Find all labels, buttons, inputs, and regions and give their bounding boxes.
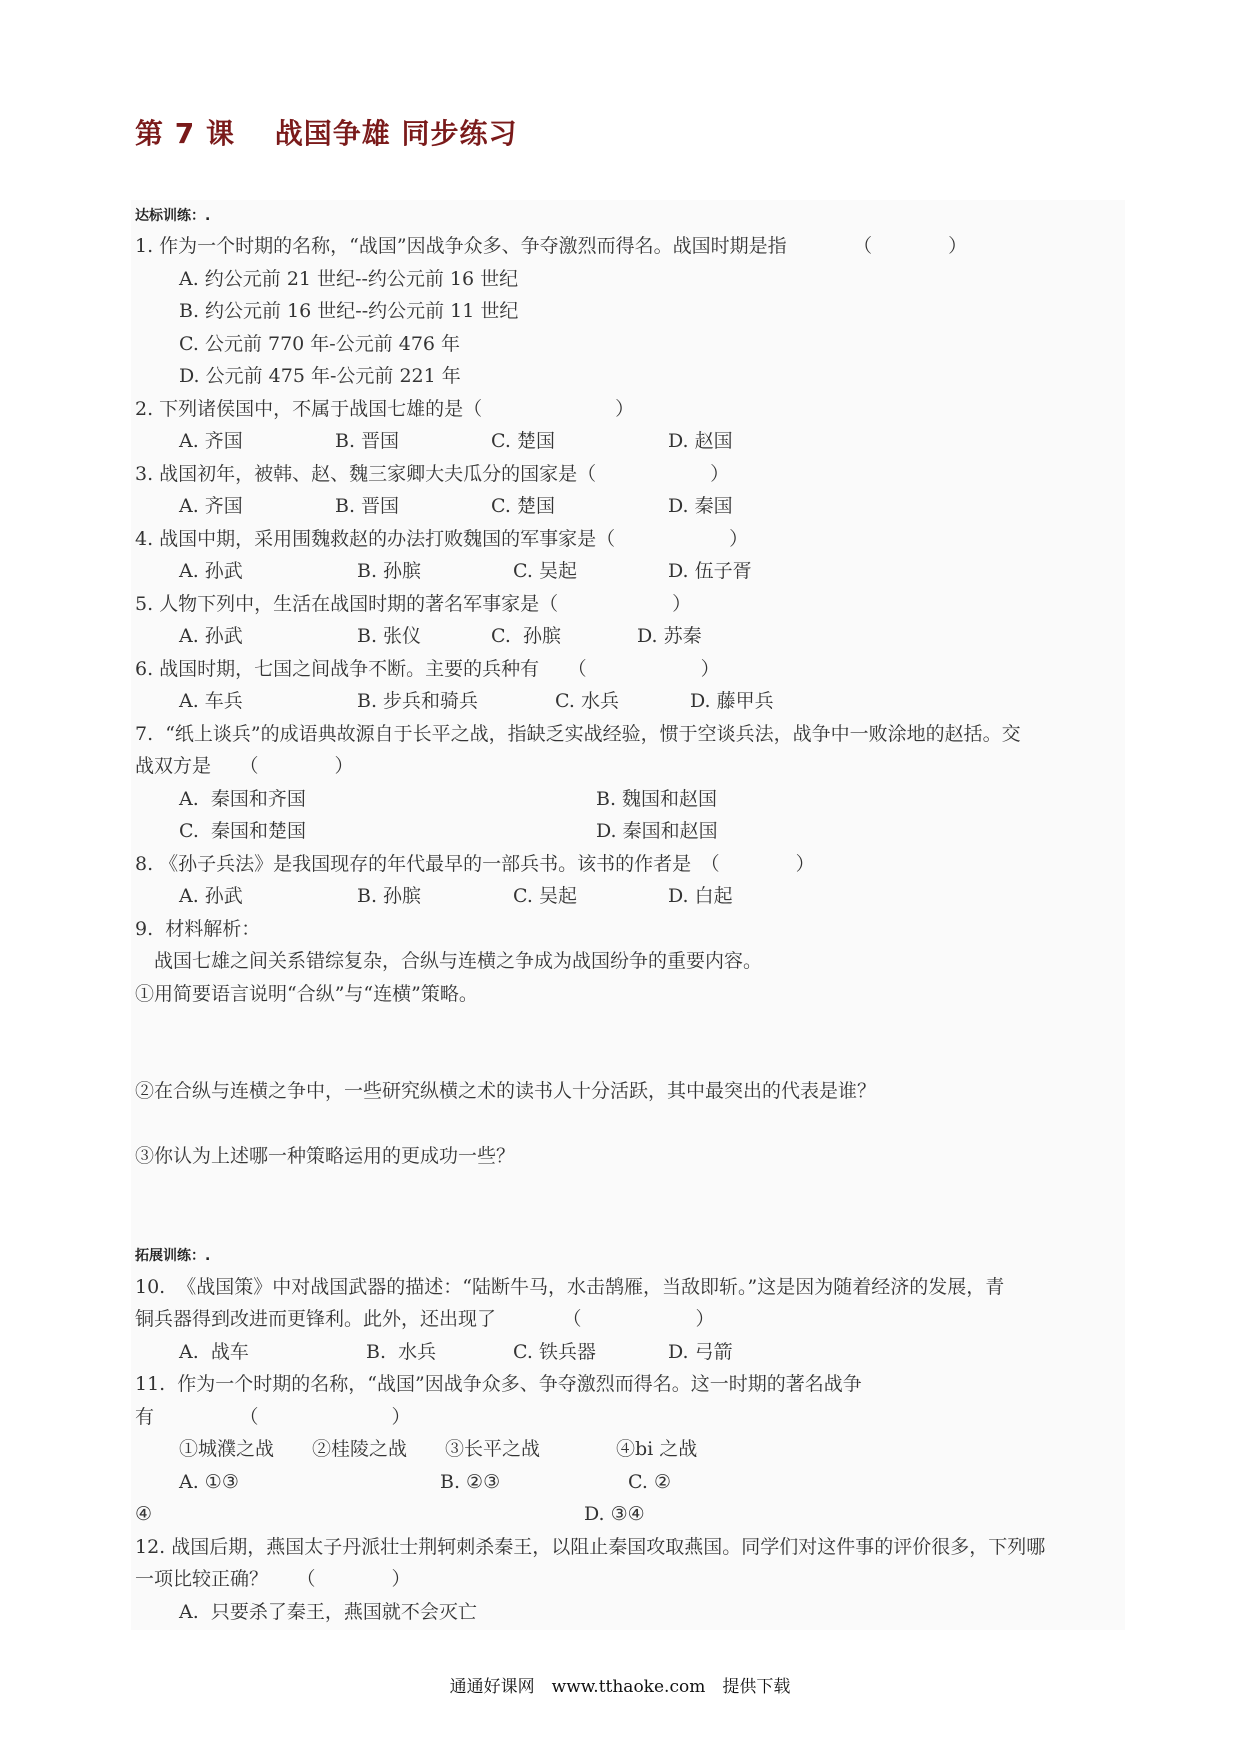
question-3-option-c: C. 楚国 <box>491 495 555 517</box>
question-11-option-c: C. ② <box>628 1471 671 1493</box>
question-11-option-d: D. ③④ <box>584 1503 645 1525</box>
question-2-option-d: D. 赵国 <box>668 430 733 452</box>
section-heading-basic: 达标训练：. <box>135 208 211 224</box>
question-8-option-d: D. 白起 <box>668 885 733 907</box>
question-5-option-a: A. 孙武 <box>179 625 243 647</box>
question-2: 2. 下列诸侯国中，不属于战国七雄的是（ ） <box>135 398 635 420</box>
question-12-option-a: A. 只要杀了秦王，燕国就不会灭亡 <box>179 1601 477 1623</box>
question-2-option-b: B. 晋国 <box>335 430 400 452</box>
question-10-option-a: A. 战车 <box>179 1341 249 1363</box>
question-4-option-b: B. 孙膑 <box>357 560 422 582</box>
question-1-option-a: A. 约公元前 21 世纪--约公元前 16 世纪 <box>179 268 519 290</box>
question-8-option-c: C. 吴起 <box>513 885 577 907</box>
question-5-option-b: B. 张仪 <box>357 625 422 647</box>
question-10-line-2: 铜兵器得到改进而更锋利。此外，还出现了 （ ） <box>135 1308 715 1330</box>
question-7-line-2: 战双方是 （ ） <box>135 755 354 777</box>
question-3-option-a: A. 齐国 <box>179 495 243 517</box>
question-10-line-1: 10. 《战国策》中对战国武器的描述：“陆断牛马，水击鹄雁，当敌即斩。”这是因为随着经济的发展，青 <box>135 1276 1005 1298</box>
question-10-option-b: B. 水兵 <box>366 1341 437 1363</box>
question-12-line-2: 一项比较正确？ （ ） <box>135 1568 411 1590</box>
question-8-option-a: A. 孙武 <box>179 885 243 907</box>
question-10-option-c: C. 铁兵器 <box>513 1341 596 1363</box>
question-5-option-d: D. 苏秦 <box>637 625 702 647</box>
question-9: 9. 材料解析： <box>135 918 261 940</box>
question-11-option-c-continued: ④ <box>135 1503 153 1525</box>
question-7-option-b: B. 魏国和赵国 <box>596 788 718 810</box>
question-11-items: ①城濮之战 ②桂陵之战 ③长平之战 ④bi 之战 <box>179 1438 698 1460</box>
question-7-option-a: A. 秦国和齐国 <box>179 788 306 810</box>
question-4: 4. 战国中期，采用围魏救赵的办法打败魏国的军事家是（ ） <box>135 528 749 550</box>
question-9-sub-1: ①用简要语言说明“合纵”与“连横”策略。 <box>135 983 478 1005</box>
question-4-option-a: A. 孙武 <box>179 560 243 582</box>
question-8-option-b: B. 孙膑 <box>357 885 422 907</box>
question-7-option-d: D. 秦国和赵国 <box>596 820 718 842</box>
question-6: 6. 战国时期，七国之间战争不断。主要的兵种有 （ ） <box>135 658 720 680</box>
question-11-line-2: 有 （ ） <box>135 1406 411 1428</box>
question-3-option-b: B. 晋国 <box>335 495 400 517</box>
question-5-option-c: C. 孙膑 <box>491 625 561 647</box>
question-7-option-c: C. 秦国和楚国 <box>179 820 306 842</box>
question-9-sub-2: ②在合纵与连横之争中，一些研究纵横之术的读书人十分活跃，其中最突出的代表是谁？ <box>135 1080 877 1102</box>
question-4-option-d: D. 伍子胥 <box>668 560 752 582</box>
question-11-option-b: B. ②③ <box>440 1471 501 1493</box>
question-1: 1. 作为一个时期的名称，“战国”因战争众多、争夺激烈而得名。战国时期是指 （ ） <box>135 235 968 257</box>
question-3-option-d: D. 秦国 <box>668 495 733 517</box>
question-1-option-b: B. 约公元前 16 世纪--约公元前 11 世纪 <box>179 300 519 322</box>
question-6-option-d: D. 藤甲兵 <box>690 690 774 712</box>
question-12-line-1: 12. 战国后期，燕国太子丹派壮士荆轲刺杀秦王，以阻止秦国攻取燕国。同学们对这件事的评价很多，下列哪 <box>135 1536 1046 1558</box>
question-5: 5. 人物下列中，生活在战国时期的著名军事家是（ ） <box>135 593 692 615</box>
question-4-option-c: C. 吴起 <box>513 560 577 582</box>
question-3: 3. 战国初年，被韩、赵、魏三家卿大夫瓜分的国家是（ ） <box>135 463 730 485</box>
question-10-option-d: D. 弓箭 <box>668 1341 733 1363</box>
question-2-option-c: C. 楚国 <box>491 430 555 452</box>
question-6-option-c: C. 水兵 <box>555 690 619 712</box>
question-11-option-a: A. ①③ <box>179 1471 239 1493</box>
section-heading-extended: 拓展训练：. <box>135 1248 211 1264</box>
question-2-option-a: A. 齐国 <box>179 430 243 452</box>
question-11-line-1: 11. 作为一个时期的名称，“战国”因战争众多、争夺激烈而得名。这一时期的著名战争 <box>135 1373 862 1395</box>
question-6-option-b: B. 步兵和骑兵 <box>357 690 479 712</box>
question-9-sub-3: ③你认为上述哪一种策略运用的更成功一些？ <box>135 1145 516 1167</box>
question-9-material: 战国七雄之间关系错综复杂，合纵与连横之争成为战国纷争的重要内容。 <box>135 950 763 972</box>
question-6-option-a: A. 车兵 <box>179 690 243 712</box>
question-7-line-1: 7. “纸上谈兵”的成语典故源自于长平之战，指缺乏实战经验，惯于空谈兵法，战争中一败涂地的赵括。交 <box>135 723 1021 745</box>
page-title: 第 7 课 战国争雄 同步练习 <box>135 117 518 150</box>
question-1-option-d: D. 公元前 475 年-公元前 221 年 <box>179 365 461 387</box>
page-footer: 通通好课网 www.tthaoke.com 提供下载 <box>449 1677 791 1697</box>
question-1-option-c: C. 公元前 770 年-公元前 476 年 <box>179 333 461 355</box>
question-8: 8. 《孙子兵法》是我国现存的年代最早的一部兵书。该书的作者是 （ ） <box>135 853 815 875</box>
